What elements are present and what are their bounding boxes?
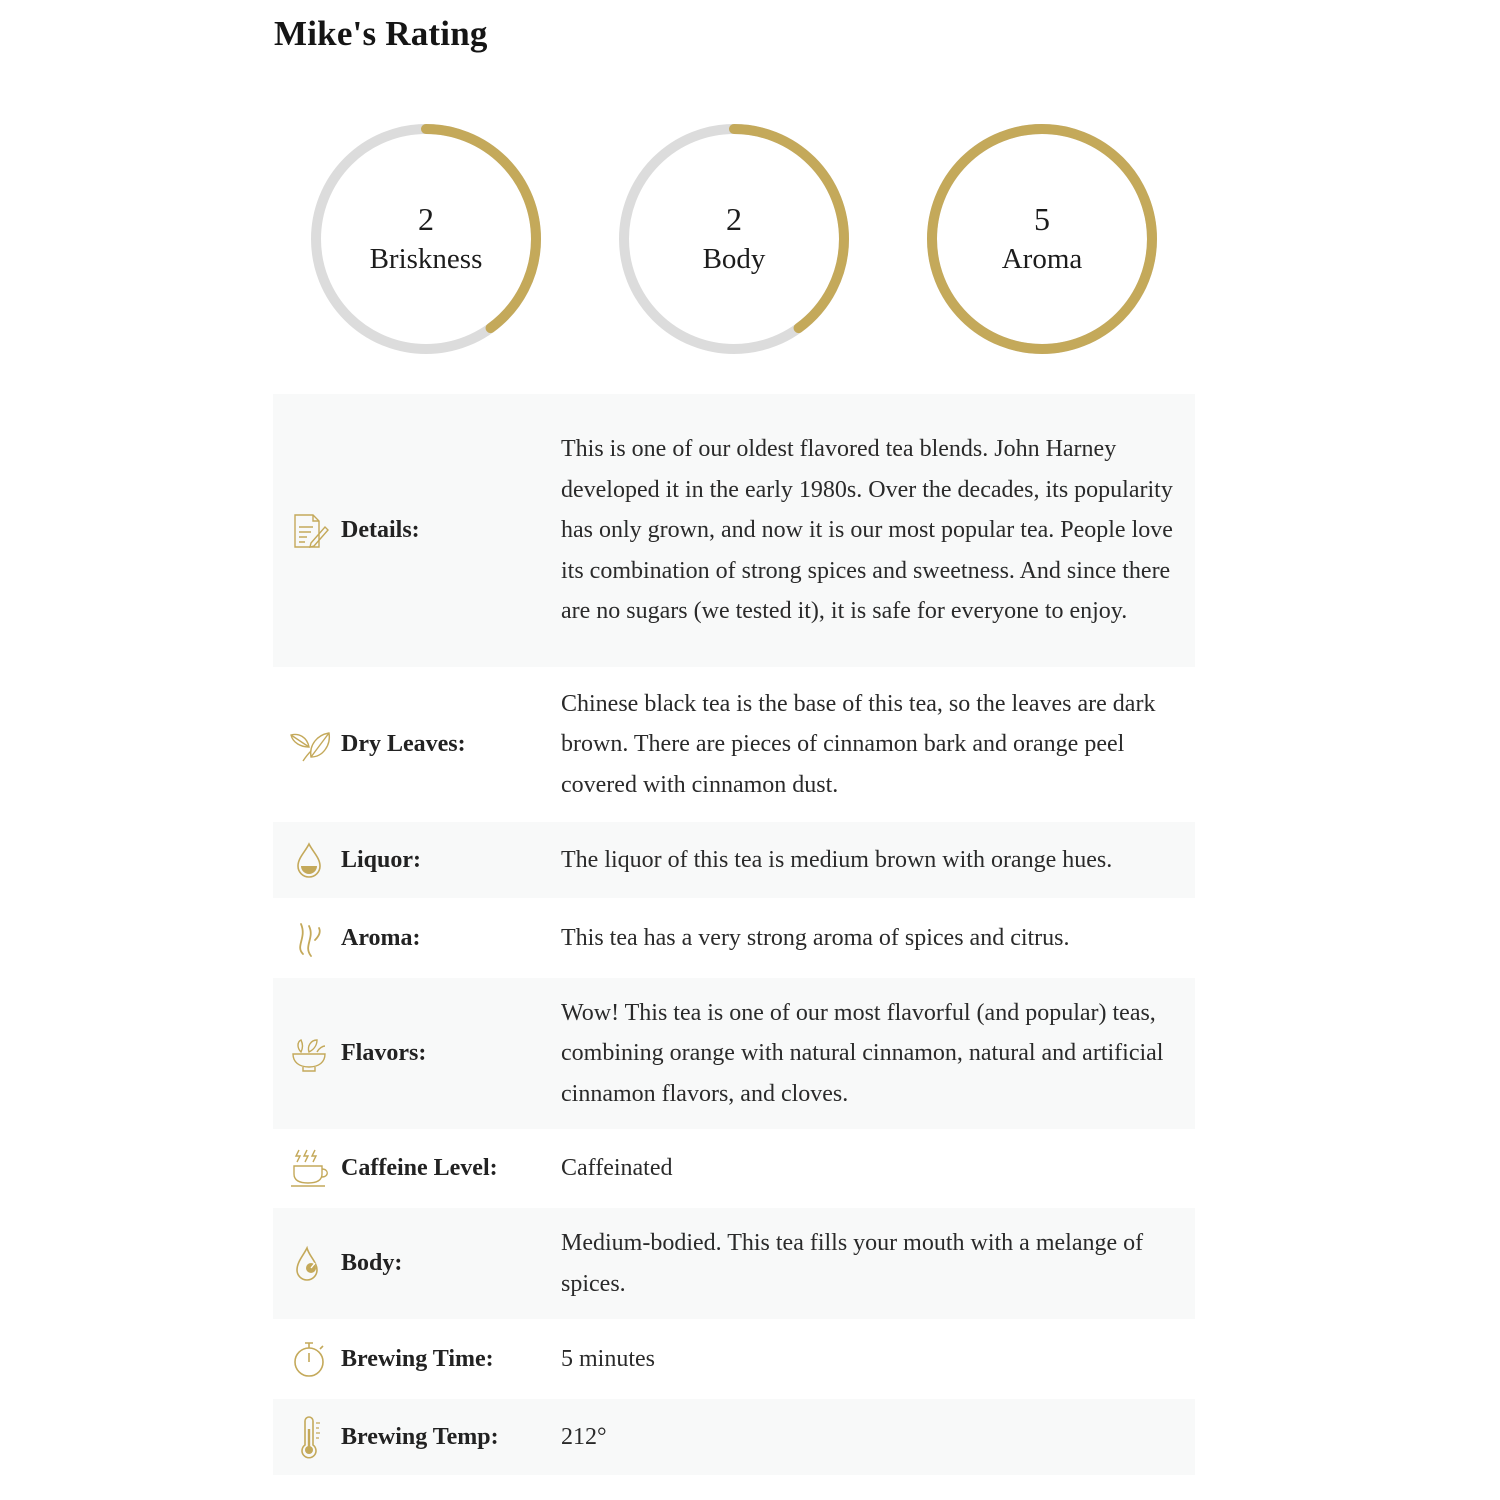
detail-label: Brewing Temp:	[341, 1423, 499, 1450]
rating-value: 5	[1034, 201, 1050, 237]
detail-row-details	[273, 394, 1195, 667]
detail-label: Brewing Time:	[341, 1345, 494, 1372]
detail-value: 5 minutes	[561, 1345, 655, 1372]
rating-value: 2	[418, 201, 434, 237]
rating-ring-briskness	[306, 119, 546, 359]
drop-gauge-icon	[289, 1244, 335, 1284]
detail-value: This is one of our oldest flavored tea blends. John Harney developed it in the early 1980s. Over the decades, its popularity has only grown, and now it is our most popular tea. People love its combination of strong spices and sweetness. And since there are no sugars (we tested it), it is safe for everyone to enjoy.	[561, 436, 1173, 625]
detail-value: Chinese black tea is the base of this tea, so the leaves are dark brown. There are pieces of cinnamon bark and orange peel covered with cinnamon dust.	[561, 690, 1156, 798]
detail-label: Liquor:	[341, 846, 422, 873]
detail-label: Aroma:	[341, 924, 421, 951]
page-title: Mike's Rating	[274, 14, 488, 53]
detail-value: 212°	[561, 1423, 607, 1450]
tea-details-table	[273, 394, 1195, 1475]
detail-row-flavors	[273, 978, 1195, 1129]
steam-icon	[289, 918, 335, 958]
rating-ring-aroma	[922, 119, 1162, 359]
rating-ring-body	[614, 119, 854, 359]
detail-row-dry-leaves	[273, 667, 1195, 822]
leaves-icon	[289, 725, 335, 765]
droplet-icon	[289, 840, 335, 880]
detail-value: Caffeinated	[561, 1155, 673, 1182]
detail-value: Medium-bodied. This tea fills your mouth with a melange of spices.	[561, 1230, 1144, 1297]
rating-label: Briskness	[369, 243, 483, 275]
detail-label: Body:	[341, 1250, 403, 1276]
detail-row-liquor	[273, 822, 1195, 898]
notepad-pen-icon	[289, 511, 335, 551]
rating-rings	[0, 0, 1500, 380]
detail-row-caffeine-level	[273, 1129, 1195, 1208]
detail-row-brewing-temp	[273, 1399, 1195, 1475]
detail-label: Dry Leaves:	[341, 731, 466, 757]
rating-label: Aroma	[1001, 243, 1083, 275]
detail-label: Details:	[341, 517, 420, 543]
detail-value: The liquor of this tea is medium brown with orange hues.	[561, 846, 1113, 873]
teacup-lightning-icon	[289, 1149, 335, 1189]
detail-row-body	[273, 1208, 1195, 1319]
detail-row-brewing-time	[273, 1319, 1195, 1399]
mortar-herbs-icon	[289, 1034, 335, 1074]
stopwatch-icon	[289, 1339, 335, 1379]
detail-value: This tea has a very strong aroma of spices and citrus.	[561, 924, 1070, 951]
rating-label: Body	[702, 243, 766, 275]
detail-label: Flavors:	[341, 1040, 427, 1066]
detail-label: Caffeine Level:	[341, 1155, 498, 1181]
rating-value: 2	[726, 201, 742, 237]
detail-row-aroma	[273, 898, 1195, 978]
thermometer-icon	[289, 1417, 335, 1457]
detail-value: Wow! This tea is one of our most flavorful (and popular) teas, combining orange with natural cinnamon, natural and artificial cinnamon flavors, and cloves.	[561, 999, 1164, 1107]
